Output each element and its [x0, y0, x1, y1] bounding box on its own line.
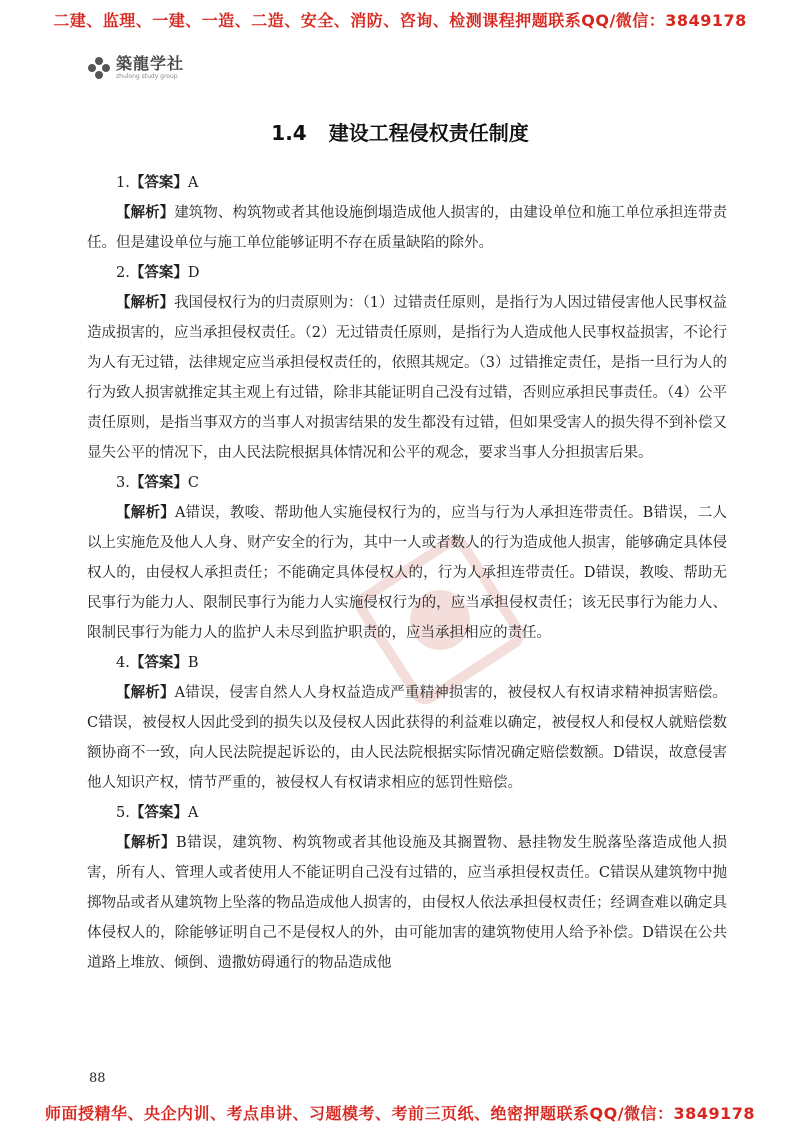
- item-number: 1.: [116, 175, 130, 191]
- analysis-label: 【解析】: [116, 295, 175, 311]
- answer-value: A: [187, 805, 199, 821]
- answer-label: 【答案】: [129, 175, 188, 191]
- answer-item-4: [87, 648, 727, 798]
- logo-name: 築龍学社: [116, 54, 185, 73]
- answer-label: 【答案】: [129, 475, 188, 491]
- analysis-paragraph: [87, 198, 727, 258]
- analysis-paragraph: [87, 288, 727, 468]
- answer-label: 【答案】: [129, 805, 188, 821]
- logo-subtitle: zhulong study group: [116, 73, 178, 80]
- answer-item-3: [87, 468, 727, 648]
- bottom-promo-banner: 师面授精华、央企内训、考点串讲、习题模考、考前三页纸、绝密押题联系QQ/微信：3849178: [45, 1104, 755, 1123]
- answer-item-5: [87, 798, 727, 978]
- answer-label: 【答案】: [129, 265, 188, 281]
- answer-value: C: [187, 475, 199, 491]
- analysis-text: A错误，教唆、帮助他人实施侵权行为的，应当与行为人承担连带责任。B错误，二人以上实施危及他人人身、财产安全的行为，其中一人或者数人的行为造成他人损害，能够确定具体侵权人的，由侵权人承担责任；不能确定具体侵权人的，行为人承担连带责任。D错误，教唆、帮助无民事行为能力人、限制民事行为能力人实施侵权行为的，应当承担侵权责任；该无民事行为能力人、限制民事行为能力人的监护人未尽到监护职责的，应当承担相应的责任。: [87, 505, 728, 641]
- analysis-paragraph: [87, 828, 727, 978]
- analysis-label: 【解析】: [116, 685, 175, 701]
- analysis-text: B错误，建筑物、构筑物或者其他设施及其搁置物、悬挂物发生脱落坠落造成他人损害，所有人、管理人或者使用人不能证明自己没有过错的，应当承担侵权责任。C错误从建筑物中抛掷物品或者从建筑物上坠落的物品造成他人损害的，由侵权人依法承担侵权责任；经调查难以确定具体侵权人的，除能够证明自己不是侵权人的外，由可能加害的建筑物使用人给予补偿。D错误在公共道路上堆放、倾倒、遗撒妨碍通行的物品造成他: [87, 835, 728, 971]
- analysis-text: 我国侵权行为的归责原则为：（1）过错责任原则，是指行为人因过错侵害他人民事权益造成损害的，应当承担侵权责任。（2）无过错责任原则，是指行为人造成他人民事权益损害，不论行为人有无过错，法律规定应当承担侵权责任的，依照其规定。（3）过错推定责任，是指一旦行为人的行为致人损害就推定其主观上有过错，除非其能证明自己没有过错，否则应承担民事责任。（4）公平责任原则，是指当事双方的当事人对损害结果的发生都没有过错，但如果受害人的损失得不到补偿又显失公平的情况下，由人民法院根据具体情况和公平的观念，要求当事人分担损害后果。: [87, 295, 728, 461]
- answer-list: [87, 168, 727, 978]
- analysis-paragraph: [87, 498, 727, 648]
- answer-value: D: [187, 265, 200, 281]
- answer-line: [87, 798, 727, 828]
- top-promo-banner: 二建、监理、一建、一造、二造、安全、消防、咨询、检测课程押题联系QQ/微信：3849178: [53, 11, 747, 30]
- section-title-text: 建设工程侵权责任制度: [328, 121, 529, 145]
- analysis-text: A错误，侵害自然人人身权益造成严重精神损害的，被侵权人有权请求精神损害赔偿。C错误，被侵权人因此受到的损失以及侵权人因此获得的利益难以确定，被侵权人和侵权人就赔偿数额协商不一致，向人民法院提起诉讼的，由人民法院根据实际情况确定赔偿数额。D错误，故意侵害他人知识产权，情节严重的，被侵权人有权请求相应的惩罚性赔偿。: [87, 685, 728, 791]
- analysis-text: 建筑物、构筑物或者其他设施倒塌造成他人损害的，由建设单位和施工单位承担连带责任。但是建设单位与施工单位能够证明不存在质量缺陷的除外。: [87, 205, 728, 251]
- answer-line: [87, 258, 727, 288]
- publisher-logo: [87, 56, 184, 80]
- analysis-label: 【解析】: [116, 205, 175, 221]
- item-number: 2.: [116, 265, 130, 281]
- answer-line: [87, 468, 727, 498]
- answer-item-1: [87, 168, 727, 258]
- item-number: 5.: [116, 805, 130, 821]
- answer-value: A: [187, 175, 199, 191]
- answer-item-2: [87, 258, 727, 468]
- answer-line: [87, 648, 727, 678]
- item-number: 4.: [116, 655, 130, 671]
- logo-flower-icon: [87, 56, 111, 80]
- answer-line: [87, 168, 727, 198]
- analysis-paragraph: [87, 678, 727, 798]
- section-number: 1.4: [271, 121, 307, 145]
- answer-value: B: [187, 655, 199, 671]
- page-number: 88: [89, 1071, 106, 1086]
- analysis-label: 【解析】: [116, 505, 175, 521]
- section-title: [0, 117, 800, 146]
- item-number: 3.: [116, 475, 130, 491]
- answer-label: 【答案】: [129, 655, 188, 671]
- analysis-label: 【解析】: [116, 835, 177, 851]
